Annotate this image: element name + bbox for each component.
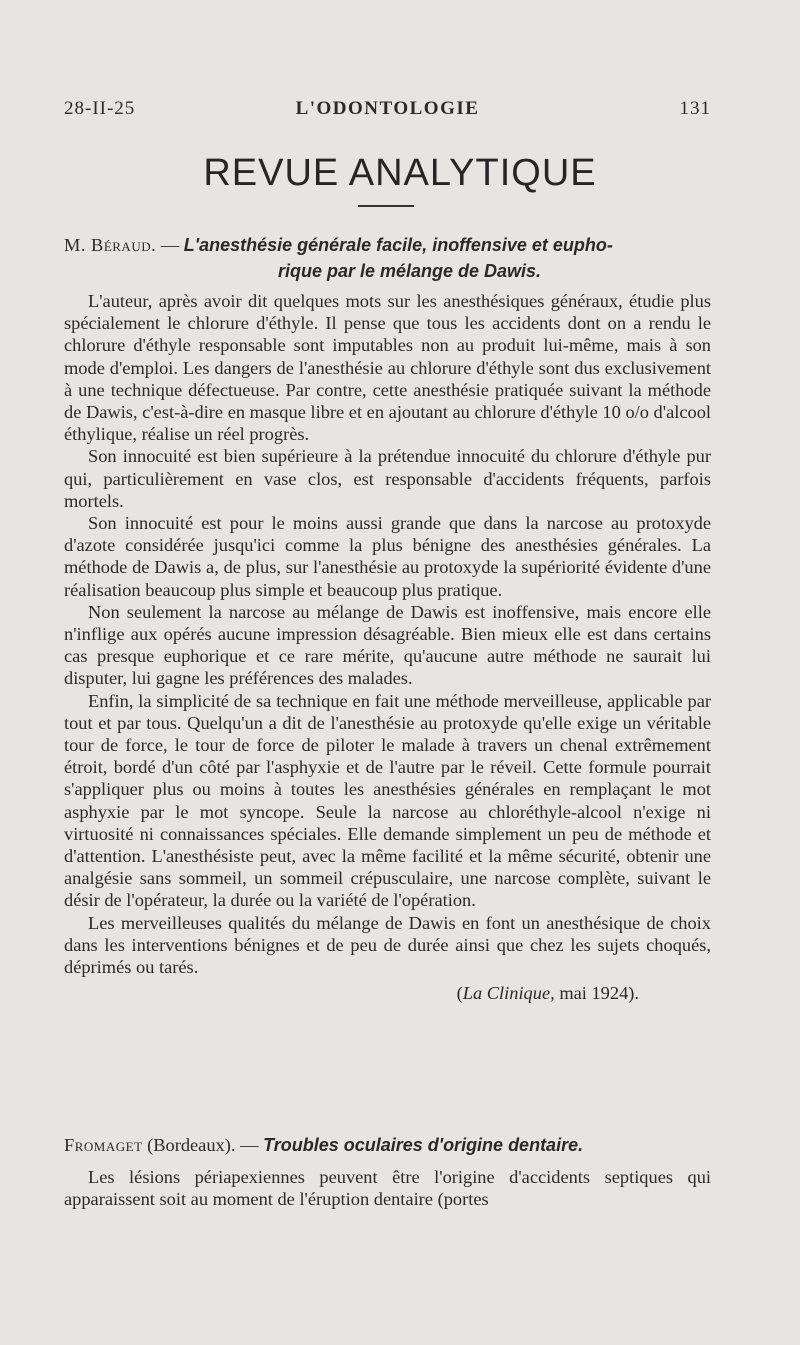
- article-2-body: [64, 1166, 711, 1210]
- header-page-number: 131: [679, 98, 711, 119]
- article-1-title-line2: rique par le mélange de Dawis.: [277, 261, 542, 281]
- article-1-paragraph: L'auteur, après avoir dit quelques mots sur les anesthésiques généraux, étudie plus spécialement le chlorure d'éthyle. Il pense que tous les accidents dont on a rendu le chlorure d'éthyle responsable sont imputables non au produit lui-même, mais à son mode d'emploi. Les dangers de l'anesthésie au chlorure d'éthyle sont dus exclusivement à une technique défectueuse. Par contre, cette anesthésie pratiquée suivant la méthode de Dawis, c'est-à-dire en masque libre et en ajoutant au chlorure d'éthyle 10 o/o d'alcool éthylique, réalise un réel progrès.: [64, 291, 711, 445]
- running-header: [64, 98, 711, 122]
- source-journal: La Clinique,: [462, 983, 555, 1004]
- article-1-paragraph: Non seulement la narcose au mélange de Dawis est inoffensive, mais encore elle n'inflige aux opérés aucune impression désagréable. Bien mieux elle est dans certains cas presque euphorique et ce rare mérite, qu'aucune autre méthode ne saurait lui disputer, lui gagne les préférences des malades.: [64, 601, 711, 689]
- header-journal-name: L'ODONTOLOGIE: [295, 98, 480, 119]
- article-2-dash: —: [235, 1135, 264, 1155]
- header-date: 28-II-25: [64, 98, 136, 119]
- article-2-author: Fromaget: [64, 1135, 143, 1155]
- article-1-source: [64, 982, 711, 1004]
- article-1-title-line1: L'anesthésie générale facile, inoffensive et eupho-: [183, 235, 613, 255]
- article-1-paragraph: Les merveilleuses qualités du mélange de Dawis en font un anesthésique de choix dans les interventions bénignes et de peu de durée ainsi que chez les sujets choqués, déprimés ou tarés.: [64, 912, 711, 978]
- article-2-paragraph: Les lésions périapexiennes peuvent être l'origine d'accidents septiques qui apparaissent soit au moment de l'éruption dentaire (portes: [64, 1167, 711, 1210]
- title-divider: [358, 205, 414, 207]
- article-1-paragraph: Son innocuité est pour le moins aussi grande que dans la narcose au protoxyde d'azote considérée jusqu'ici comme la plus bénigne des anesthésies générales. La méthode de Dawis a, de plus, sur l'anesthésie au protoxyde la supériorité évidente d'une réalisation beaucoup plus simple et beaucoup plus pratique.: [64, 513, 711, 600]
- article-1-dash: —: [156, 235, 184, 255]
- article-2-title: Troubles oculaires d'origine dentaire.: [263, 1135, 584, 1155]
- article-1-paragraph: Enfin, la simplicité de sa technique en fait une méthode merveilleuse, applicable par tout et par tous. Quelqu'un a dit de l'anesthésie au protoxyde qu'elle exige un véritable tour de force, le tour de force de piloter le malade à travers un chenal extrêmement étroit, bordé d'un côté par l'asphyxie et de l'autre par le réveil. Cette formule pourrait s'appliquer plus ou moins à toutes les anesthésies générales en remplaçant le mot asphyxie par le mot syncope. Seule la narcose au chloréthyle-alcool n'exige ni virtuosité ni connaissances spéciales. Elle demande simplement un peu de méthode et d'attention. L'anesthésiste peut, avec la même facilité et la même sécurité, obtenir une analgésie sans sommeil, un sommeil crépusculaire, une narcose complète, suivant le désir de l'opérateur, la durée ou la variété de l'opération.: [64, 690, 711, 911]
- article-1-author: M. Béraud.: [64, 235, 157, 255]
- source-open-paren: (: [456, 983, 463, 1004]
- source-date: mai 1924).: [554, 983, 639, 1004]
- article-2-affiliation: (Bordeaux).: [142, 1135, 236, 1155]
- article-1-heading: [64, 232, 711, 284]
- article-1-paragraph: Son innocuité est bien supérieure à la prétendue innocuité du chlorure d'éthyle pur qui, particulièrement en vase clos, est responsable d'accidents fréquents, parfois mortels.: [64, 446, 711, 511]
- section-title: REVUE ANALYTIQUE: [203, 152, 597, 194]
- article-1-body: [64, 290, 711, 1005]
- article-2-heading: [64, 1133, 711, 1157]
